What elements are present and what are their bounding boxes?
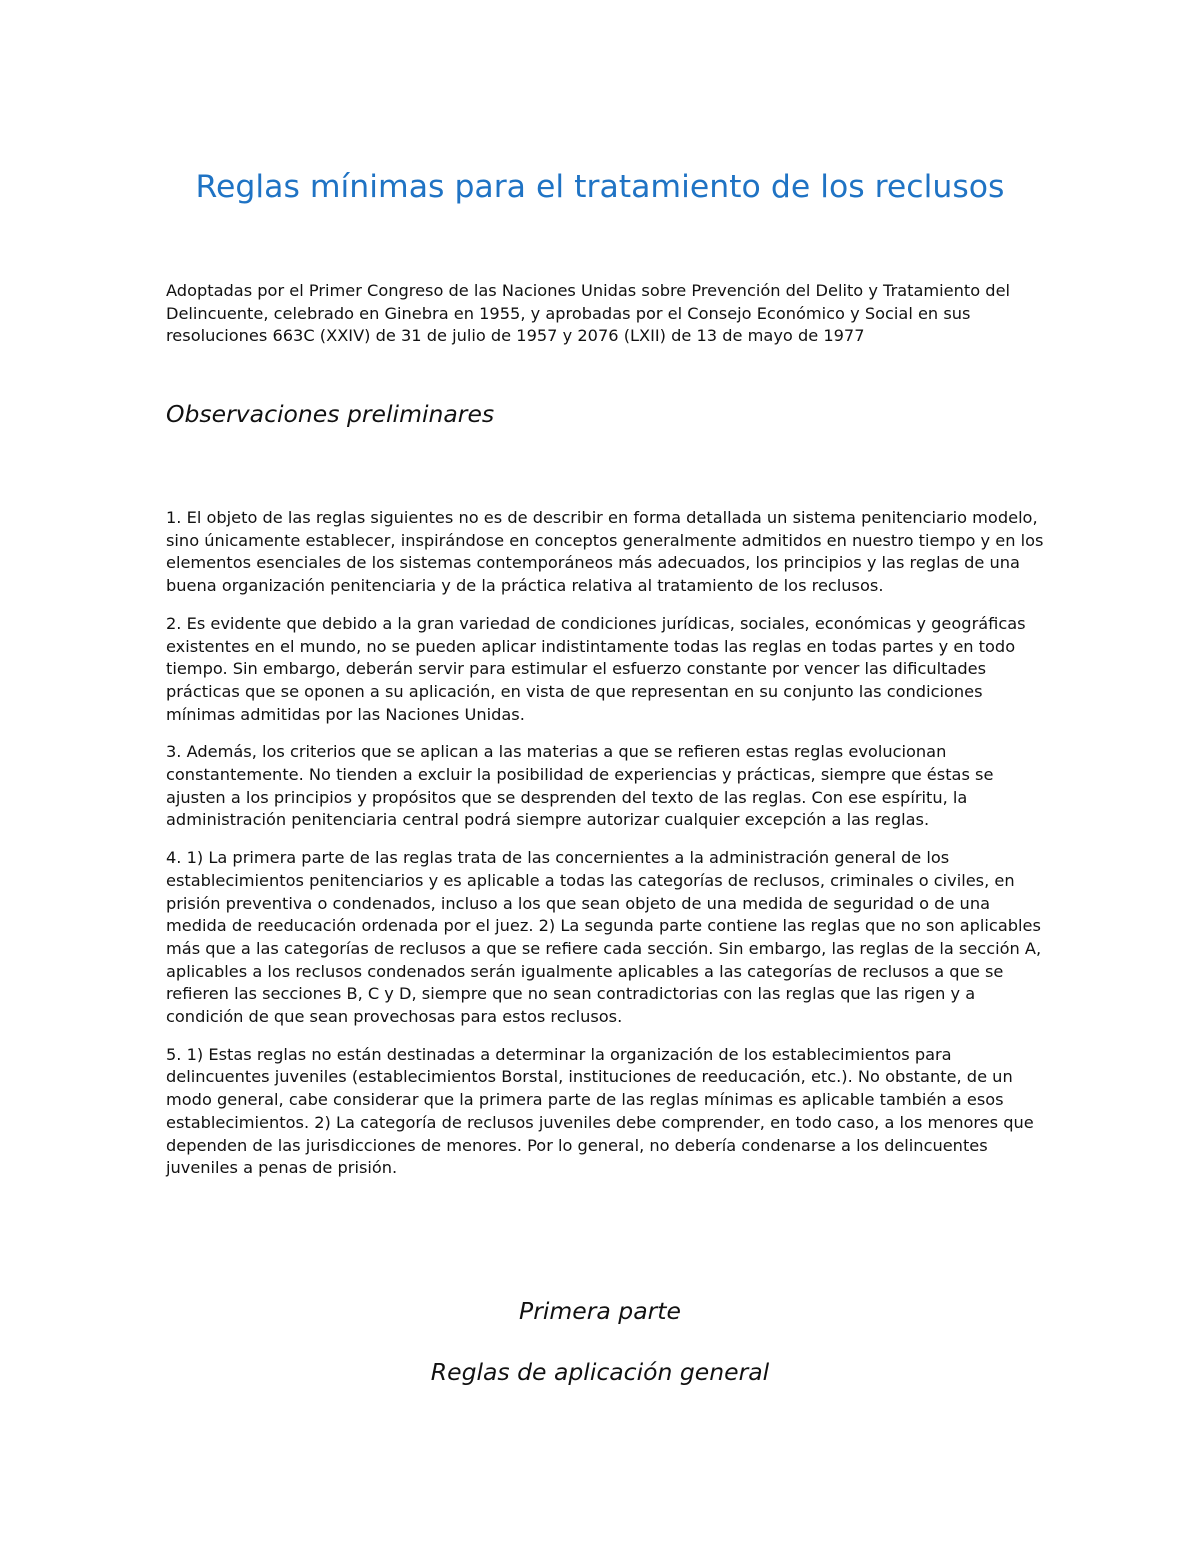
part-one-heading: Primera parte [519,1297,681,1325]
rule-paragraph-3: 3. Además, los criterios que se aplican a las materias a que se refieren estas reglas evolucionan constantemente. No tienden a excluir la posibilidad de experiencias y prácticas, siempre que éstas se ajusten a los principios y propósitos que se desprenden del texto de las reglas. Con ese espíritu, la administración penitenciaria central podrá siempre autorizar cualquier excepción a las reglas. [166,742,994,830]
rule-paragraph-1: 1. El objeto de las reglas siguientes no es de describir en forma detallada un sistema penitenciario modelo, sino únicamente establecer, inspirándose en conceptos generalmente admitidos en nuestro tiempo y en los elementos esenciales de los sistemas contemporáneos más adecuados, los principios y las reglas de una buena organización penitenciaria y de la práctica relativa al tratamiento de los reclusos. [166,508,1044,596]
rule-paragraph-5: 5. 1) Estas reglas no están destinadas a determinar la organización de los establecimientos para delincuentes juveniles (establecimientos Borstal, instituciones de reeducación, etc.). No obstante, de un modo general, cabe considerar que la primera parte de las reglas mínimas es aplicable también a esos establecimientos. 2) La categoría de reclusos juveniles debe comprender, en todo caso, a los menores que dependen de las jurisdicciones de menores. Por lo general, no debería condenarse a los delincuentes juveniles a penas de prisión. [166,1044,1034,1178]
rule-paragraph-2: 2. Es evidente que debido a la gran variedad de condiciones jurídicas, sociales, económicas y geográficas existentes en el mundo, no se pueden aplicar indistintamente todas las reglas en todas partes y en todo tiempo. Sin embargo, deberán servir para estimular el esfuerzo constante por vencer las dificultades prácticas que se oponen a su aplicación, en vista de que representan en su conjunto las condiciones mínimas admitidas por las Naciones Unidas. [166,613,1026,724]
rule-paragraph-4: 4. 1) La primera parte de las reglas trata de las concernientes a la administración general de los establecimientos penitenciarios y es aplicable a todas las categorías de reclusos, criminales o civiles, en prisión preventiva o condenados, incluso a los que sean objeto de una medida de seguridad o de una medida de reeducación ordenada por el juez. 2) La segunda parte contiene las reglas que no son aplicables más que a las categorías de reclusos a que se refiere cada sección. Sin embargo, las reglas de la sección A, aplicables a los reclusos condenados serán igualmente aplicables a las categorías de reclusos a que se refieren las secciones B, C y D, siempre que no sean contradictorias con las reglas que las rigen y a condición de que sean provechosas para estos reclusos. [166,848,1042,1027]
intro-paragraph: Adoptadas por el Primer Congreso de las Naciones Unidas sobre Prevención del Delito y Tratamiento del Delincuente, celebrado en Ginebra en 1955, y aprobadas por el Consejo Económico y Social en sus resoluciones 663C (XXIV) de 31 de julio de 1957 y 2076 (LXII) de 13 de mayo de 1977 [166,281,1011,346]
preliminary-rules-list [166,507,1046,1195]
observations-heading: Observaciones preliminares [166,400,495,428]
document-title: Reglas mínimas para el tratamiento de los reclusos [195,169,1005,205]
general-rules-heading: Reglas de aplicación general [430,1358,770,1386]
